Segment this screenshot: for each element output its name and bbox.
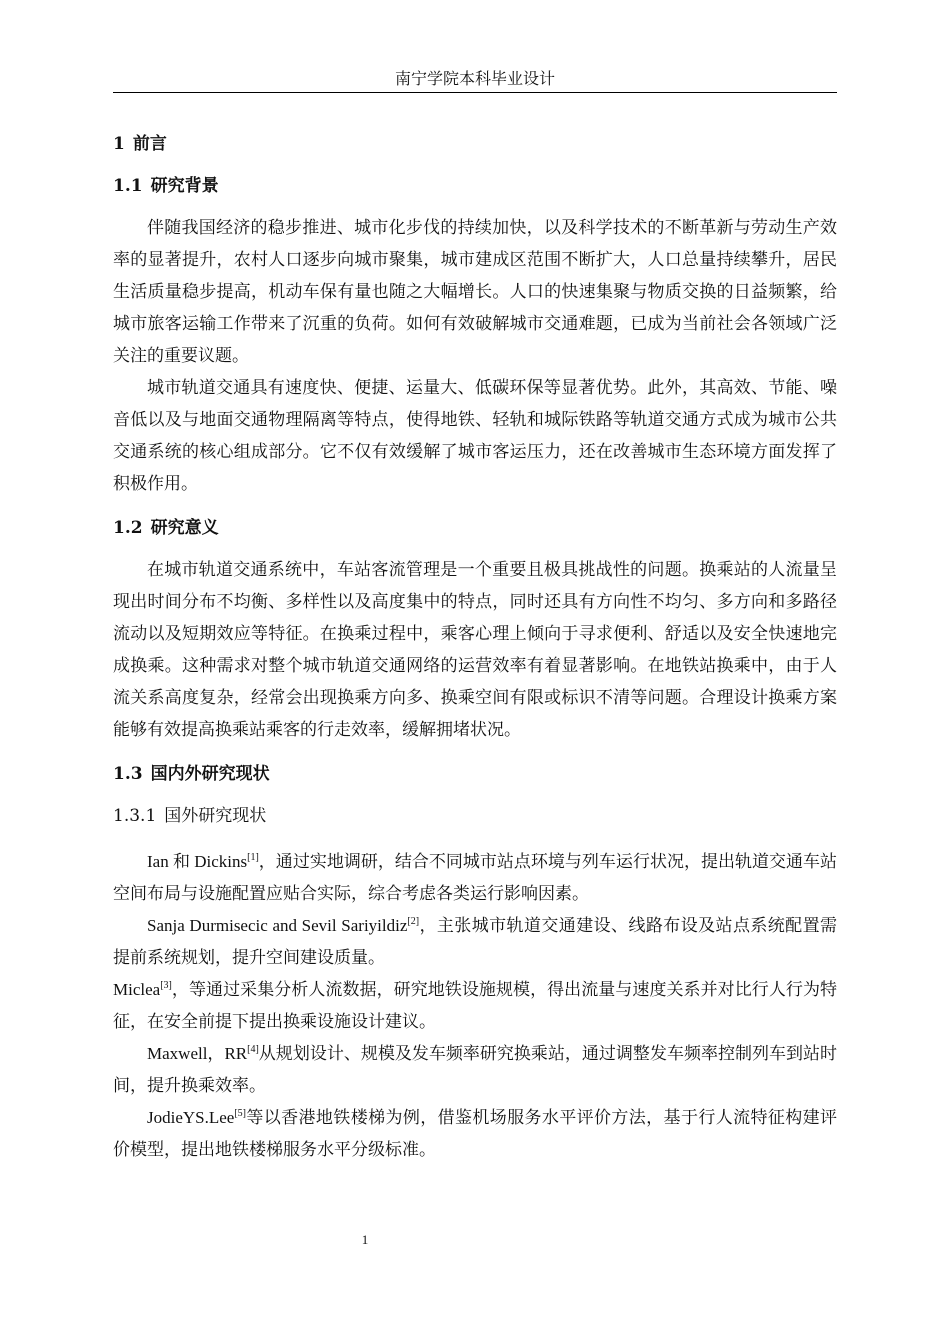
paragraph: 在城市轨道交通系统中，车站客流管理是一个重要且极具挑战性的问题。换乘站的人流量呈现出时间分布不均衡、多样性以及高度集中的特点，同时还具有方向性不均匀、多方向和多路径流动以及短期效应等特征。在换乘过程中，乘客心理上倾向于寻求便利、舒适以及安全快速地完成换乘。这种需求对整个城市轨道交通网络的运营效率有着显著影响。在地铁站换乘中，由于人流关系高度复杂，经常会出现换乘方向多、换乘空间有限或标识不清等问题。合理设计换乘方案能够有效提高换乘站乘客的行走效率，缓解拥堵状况。 bbox=[113, 560, 837, 740]
author-name: Sanja Durmisecic and Sevil Sariyildiz bbox=[147, 916, 408, 935]
section-number: 1.3.1 bbox=[113, 806, 157, 826]
section-heading-1-1 bbox=[113, 170, 837, 202]
section-number: 1.3 bbox=[113, 764, 143, 784]
section-heading-1-3-1 bbox=[113, 800, 837, 832]
section-title: 国外研究现状 bbox=[164, 806, 267, 826]
section-heading-1-2 bbox=[113, 512, 837, 544]
section-heading-1-3 bbox=[113, 758, 837, 790]
citation-marker: [2] bbox=[407, 916, 420, 927]
document-body bbox=[113, 128, 837, 1166]
reference-text: ，通过实地调研，结合不同城市站点环境与列车运行状况，提出轨道交通车站空间布局与设施配置应贴合实际，综合考虑各类运行影响因素。 bbox=[113, 852, 838, 904]
reference-paragraph bbox=[113, 846, 837, 910]
citation-marker: [1] bbox=[247, 852, 259, 863]
page-number: 1 bbox=[361, 1232, 369, 1247]
section-title: 研究背景 bbox=[150, 176, 219, 196]
author-name: Maxwell，RR bbox=[147, 1044, 248, 1063]
paragraph: 城市轨道交通具有速度快、便捷、运量大、低碳环保等显著优势。此外，其高效、节能、噪音低以及与地面交通物理隔离等特点，使得地铁、轻轨和城际铁路等轨道交通方式成为城市公共交通系统的核心组成部分。它不仅有效缓解了城市客运压力，还在改善城市生态环境方面发挥了积极作用。 bbox=[113, 378, 837, 494]
reference-paragraph bbox=[113, 1102, 837, 1166]
section-title: 研究意义 bbox=[150, 518, 219, 538]
section-title: 前言 bbox=[132, 134, 167, 154]
header-rule bbox=[113, 92, 837, 93]
citation-marker: [3] bbox=[160, 980, 172, 991]
reference-paragraph bbox=[113, 910, 837, 974]
section-heading-1 bbox=[113, 128, 837, 160]
page-header: 南宁学院本科毕业设计 bbox=[394, 69, 555, 88]
reference-paragraph bbox=[113, 974, 837, 1038]
reference-paragraph bbox=[113, 1038, 837, 1102]
citation-marker: [4] bbox=[247, 1044, 259, 1055]
citation-marker: [5] bbox=[234, 1108, 247, 1119]
reference-text: 从规划设计、规模及发车频率研究换乘站，通过调整发车频率控制列车到站时间，提升换乘效率。 bbox=[113, 1044, 838, 1096]
section-number: 1.2 bbox=[113, 518, 143, 538]
author-name: JodieYS.Lee bbox=[147, 1108, 235, 1127]
section-title: 国内外研究现状 bbox=[150, 764, 270, 784]
paragraph: 伴随我国经济的稳步推进、城市化步伐的持续加快，以及科学技术的不断革新与劳动生产效率的显著提升，农村人口逐步向城市聚集，城市建成区范围不断扩大，人口总量持续攀升，居民生活质量稳步提高，机动车保有量也随之大幅增长。人口的快速集聚与物质交换的日益频繁，给城市旅客运输工作带来了沉重的负荷。如何有效破解城市交通难题，已成为当前社会各领域广泛关注的重要议题。 bbox=[113, 218, 837, 366]
section-number: 1.1 bbox=[113, 176, 143, 196]
section-number: 1 bbox=[113, 134, 125, 154]
author-name: Miclea bbox=[113, 980, 161, 999]
reference-text: ，等通过采集分析人流数据，研究地铁设施规模，得出流量与速度关系并对比行人行为特征，在安全前提下提出换乘设施设计建议。 bbox=[113, 980, 837, 1032]
reference-text: ，主张城市轨道交通建设、线路布设及站点系统配置需提前系统规划，提升空间建设质量。 bbox=[113, 916, 838, 968]
author-name: Ian 和 Dickins bbox=[147, 852, 248, 871]
reference-text: 等以香港地铁楼梯为例，借鉴机场服务水平评价方法，基于行人流特征构建评价模型，提出地铁楼梯服务水平分级标准。 bbox=[113, 1108, 837, 1160]
